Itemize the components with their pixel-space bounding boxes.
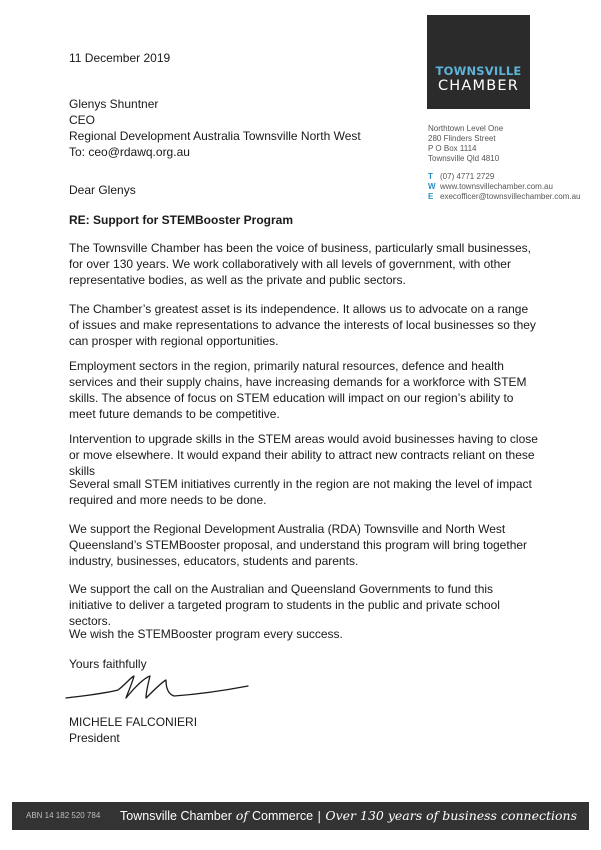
address-line-3: P O Box 1114 [428,144,477,153]
footer-separator: | [317,808,322,823]
salutation: Dear Glenys [69,183,136,197]
recipient-name: Glenys Shuntner [69,97,159,111]
subject-line: RE: Support for STEMBooster Program [69,213,294,227]
recipient-email: To: ceo@rdawq.org.au [69,145,190,159]
footer-bar [12,802,589,830]
contact-email [428,192,580,202]
paragraph-1: The Townsville Chamber has been the voice of business, particularly small businesses, for over 130 years. We work collaboratively with all levels of government, with other representative bodies, as well as the private and public sectors. [69,241,532,287]
signature-image [62,668,252,708]
signatory-name: MICHELE FALCONIERI [69,715,198,729]
logo-line1: TOWNSVILLE [435,64,522,78]
signatory-title: President [69,731,120,745]
footer-brand [120,808,577,823]
web-label: W [428,182,436,191]
web-value: www.townsvillechamber.com.au [440,182,553,191]
paragraph-5: Several small STEM initiatives currently in the region are not making the level of impact required and more needs to be done. [69,477,532,507]
footer-abn: ABN 14 182 520 784 [26,811,101,820]
logo-line2: CHAMBER [437,78,520,94]
paragraph-4: Intervention to upgrade skills in the STEM areas would avoid businesses having to close or move elsewhere. It would expand their ability to attract new contracts reliant on these skills [69,432,538,478]
address-line-1: Northtown Level One [428,124,504,133]
footer-tagline: Over 130 years of business connections [325,808,577,823]
contact-phone [428,172,494,182]
contact-web [428,182,553,192]
email-label: E [428,192,434,201]
letter-date: 11 December 2019 [69,51,171,65]
recipient-title: CEO [69,113,96,127]
email-value: execofficer@townsvillechamber.com.au [440,192,581,201]
footer-commerce: Commerce [252,809,314,823]
address-line-4: Townsville Qld 4810 [428,154,500,163]
address-line-2: 280 Flinders Street [428,134,496,143]
footer-of: of [235,808,249,823]
closing: Yours faithfully [69,657,147,671]
paragraph-7: We support the call on the Australian and Queensland Governments to fund this initiative to deliver a targeted program to students in the public and private school sectors. [69,582,500,628]
paragraph-3: Employment sectors in the region, primarily natural resources, defence and health services and their supply chains, have increasing demands for a workforce with STEM skills. The absence of focus on STEM education will impact on our region’s ability to meet future demands to be competitive. [69,359,527,421]
paragraph-6: We support the Regional Development Australia (RDA) Townsville and North West Queensland’s STEMBooster proposal, and understand this program will bring together industry, businesses, educators, students and parents. [69,522,528,568]
footer-chamber-name: Townsville Chamber [120,809,232,823]
chamber-logo [427,15,530,109]
paragraph-8: We wish the STEMBooster program every success. [69,627,343,641]
recipient-organisation: Regional Development Australia Townsville North West [69,129,361,143]
paragraph-2: The Chamber’s greatest asset is its independence. It allows us to advocate on a range of issues and make representations to advance the interests of local businesses so they can prosper with regional opportunities. [69,302,536,348]
phone-label: T [428,172,433,181]
phone-value: (07) 4771 2729 [440,172,495,181]
